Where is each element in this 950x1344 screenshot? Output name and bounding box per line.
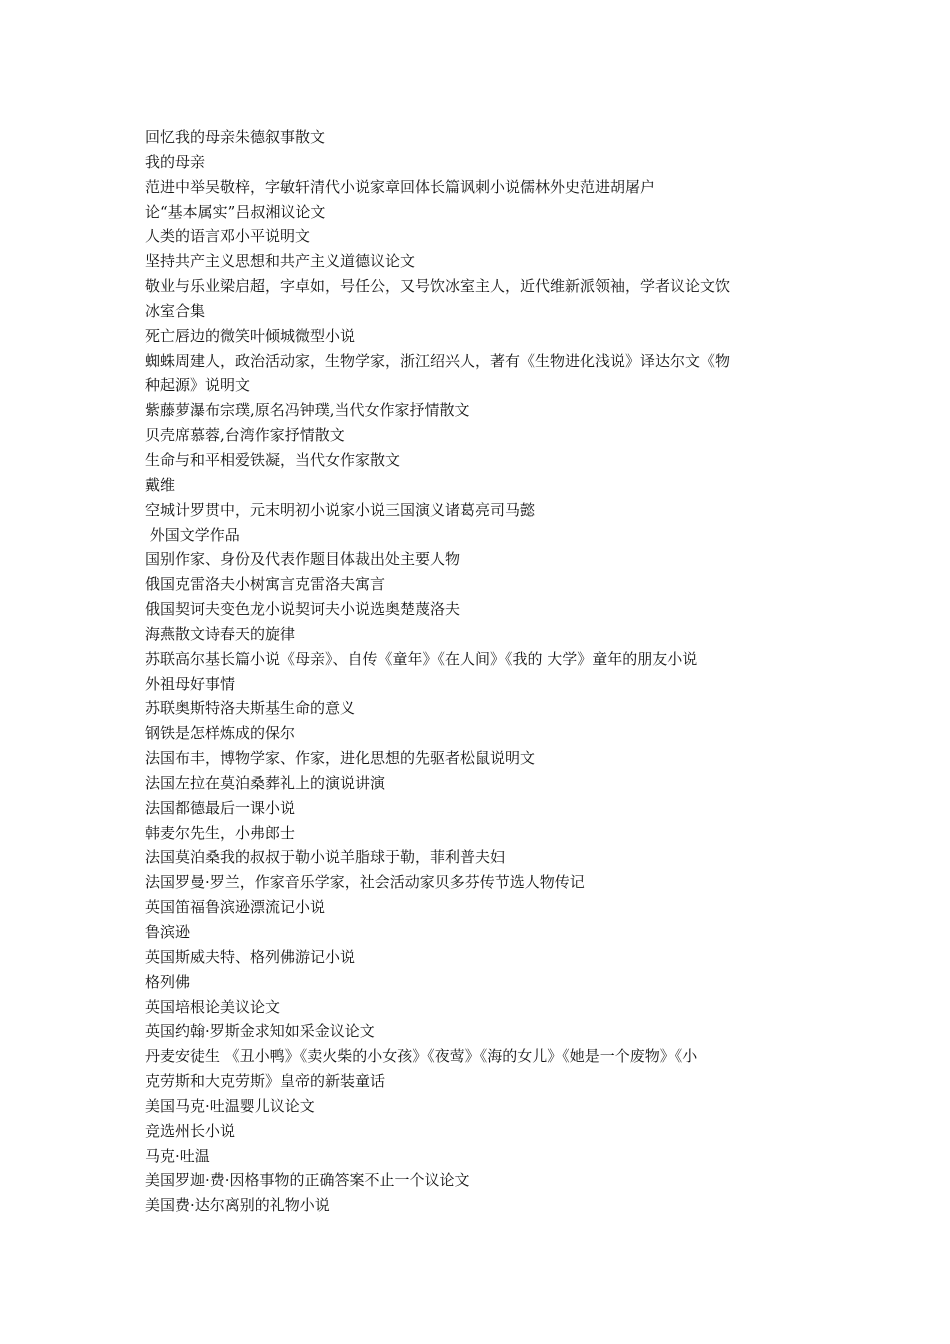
text-line: 格列佛: [145, 972, 191, 991]
text-line: 范进中举吴敬梓，字敏轩清代小说家章回体长篇讽刺小说儒林外史范进胡屠户: [145, 177, 656, 196]
text-line: 钢铁是怎样炼成的保尔: [145, 724, 296, 743]
text-line: 法国都德最后一课小说: [145, 798, 296, 817]
text-line: 人类的语言邓小平说明文: [145, 227, 311, 246]
text-line: 外祖母好事情: [145, 674, 236, 693]
text-line: 国别作家、身份及代表作题目体裁出处主要人物: [145, 550, 461, 569]
text-line: 韩麦尔先生，小弗郎士: [145, 823, 296, 842]
text-line: 海燕散文诗春天的旋律: [145, 624, 296, 643]
document-body: [145, 125, 810, 1218]
text-line: 英国约翰·罗斯金求知如采金议论文: [145, 1022, 375, 1041]
text-line: 丹麦安徒生 《丑小鸭》《卖火柴的小女孩》《夜莺》《海的女儿》《她是一个废物》《小: [145, 1047, 698, 1066]
text-line: 马克·吐温: [145, 1146, 210, 1165]
text-line: 美国马克·吐温婴儿议论文: [145, 1096, 315, 1115]
text-line: 美国费·达尔离别的礼物小说: [145, 1196, 330, 1215]
text-line: 俄国契诃夫变色龙小说契诃夫小说选奥楚蔑洛夫: [145, 600, 461, 619]
text-line: 美国罗迦·费·因格事物的正确答案不止一个议论文: [145, 1171, 470, 1190]
text-line: 空城计罗贯中，元末明初小说家小说三国演义诸葛亮司马懿: [145, 500, 536, 519]
text-line: 英国斯威夫特、格列佛游记小说: [145, 947, 356, 966]
text-line: 法国左拉在莫泊桑葬礼上的演说讲演: [145, 773, 386, 792]
text-line: 我的母亲: [145, 152, 206, 171]
text-line: 俄国克雷洛夫小树寓言克雷洛夫寓言: [145, 575, 386, 594]
text-line: 敬业与乐业梁启超，字卓如，号任公，又号饮冰室主人，近代维新派领袖，学者议论文饮: [145, 277, 731, 296]
text-line: 苏联奥斯特洛夫斯基生命的意义: [145, 699, 356, 718]
text-line: 法国布丰，博物学家、作家，进化思想的先驱者松鼠说明文: [145, 749, 536, 768]
text-line: 法国莫泊桑我的叔叔于勒小说羊脂球于勒，菲利普夫妇: [145, 848, 506, 867]
text-line: 冰室合集: [145, 301, 206, 320]
text-line: 鲁滨逊: [145, 923, 191, 941]
text-line: 英国培根论美议论文: [145, 997, 281, 1016]
text-line: 紫藤萝瀑布宗璞,原名冯钟璞,当代女作家抒情散文: [145, 401, 470, 420]
text-line: 法国罗曼·罗兰，作家音乐学家，社会活动家贝多芬传节选人物传记: [145, 873, 585, 892]
text-line: 英国笛福鲁滨逊漂流记小说: [145, 898, 326, 917]
text-line: 论“基本属实”吕叔湘议论文: [145, 202, 326, 221]
text-line: 蜘蛛周建人，政治活动家，生物学家，浙江绍兴人，著有《生物进化浅说》译达尔文《物: [145, 351, 731, 370]
text-line: 种起源》说明文: [145, 376, 251, 395]
text-line: 贝壳席慕蓉,台湾作家抒情散文: [145, 426, 345, 445]
text-line: 回忆我的母亲朱德叙事散文: [145, 128, 326, 146]
text-line: 苏联高尔基长篇小说《母亲》、自传《童年》《在人间》《我的 大学》童年的朋友小说: [145, 649, 698, 668]
text-line: 克劳斯和大克劳斯》皇帝的新装童话: [145, 1072, 386, 1091]
text-line: 死亡唇边的微笑叶倾城微型小说: [145, 326, 356, 345]
text-line: 坚持共产主义思想和共产主义道德议论文: [145, 252, 416, 271]
text-line: 戴维: [145, 475, 176, 494]
text-line: 生命与和平相爱铁凝，当代女作家散文: [145, 450, 401, 469]
text-line: 竞选州长小说: [145, 1121, 236, 1140]
section-heading: 外国文学作品: [145, 525, 240, 544]
